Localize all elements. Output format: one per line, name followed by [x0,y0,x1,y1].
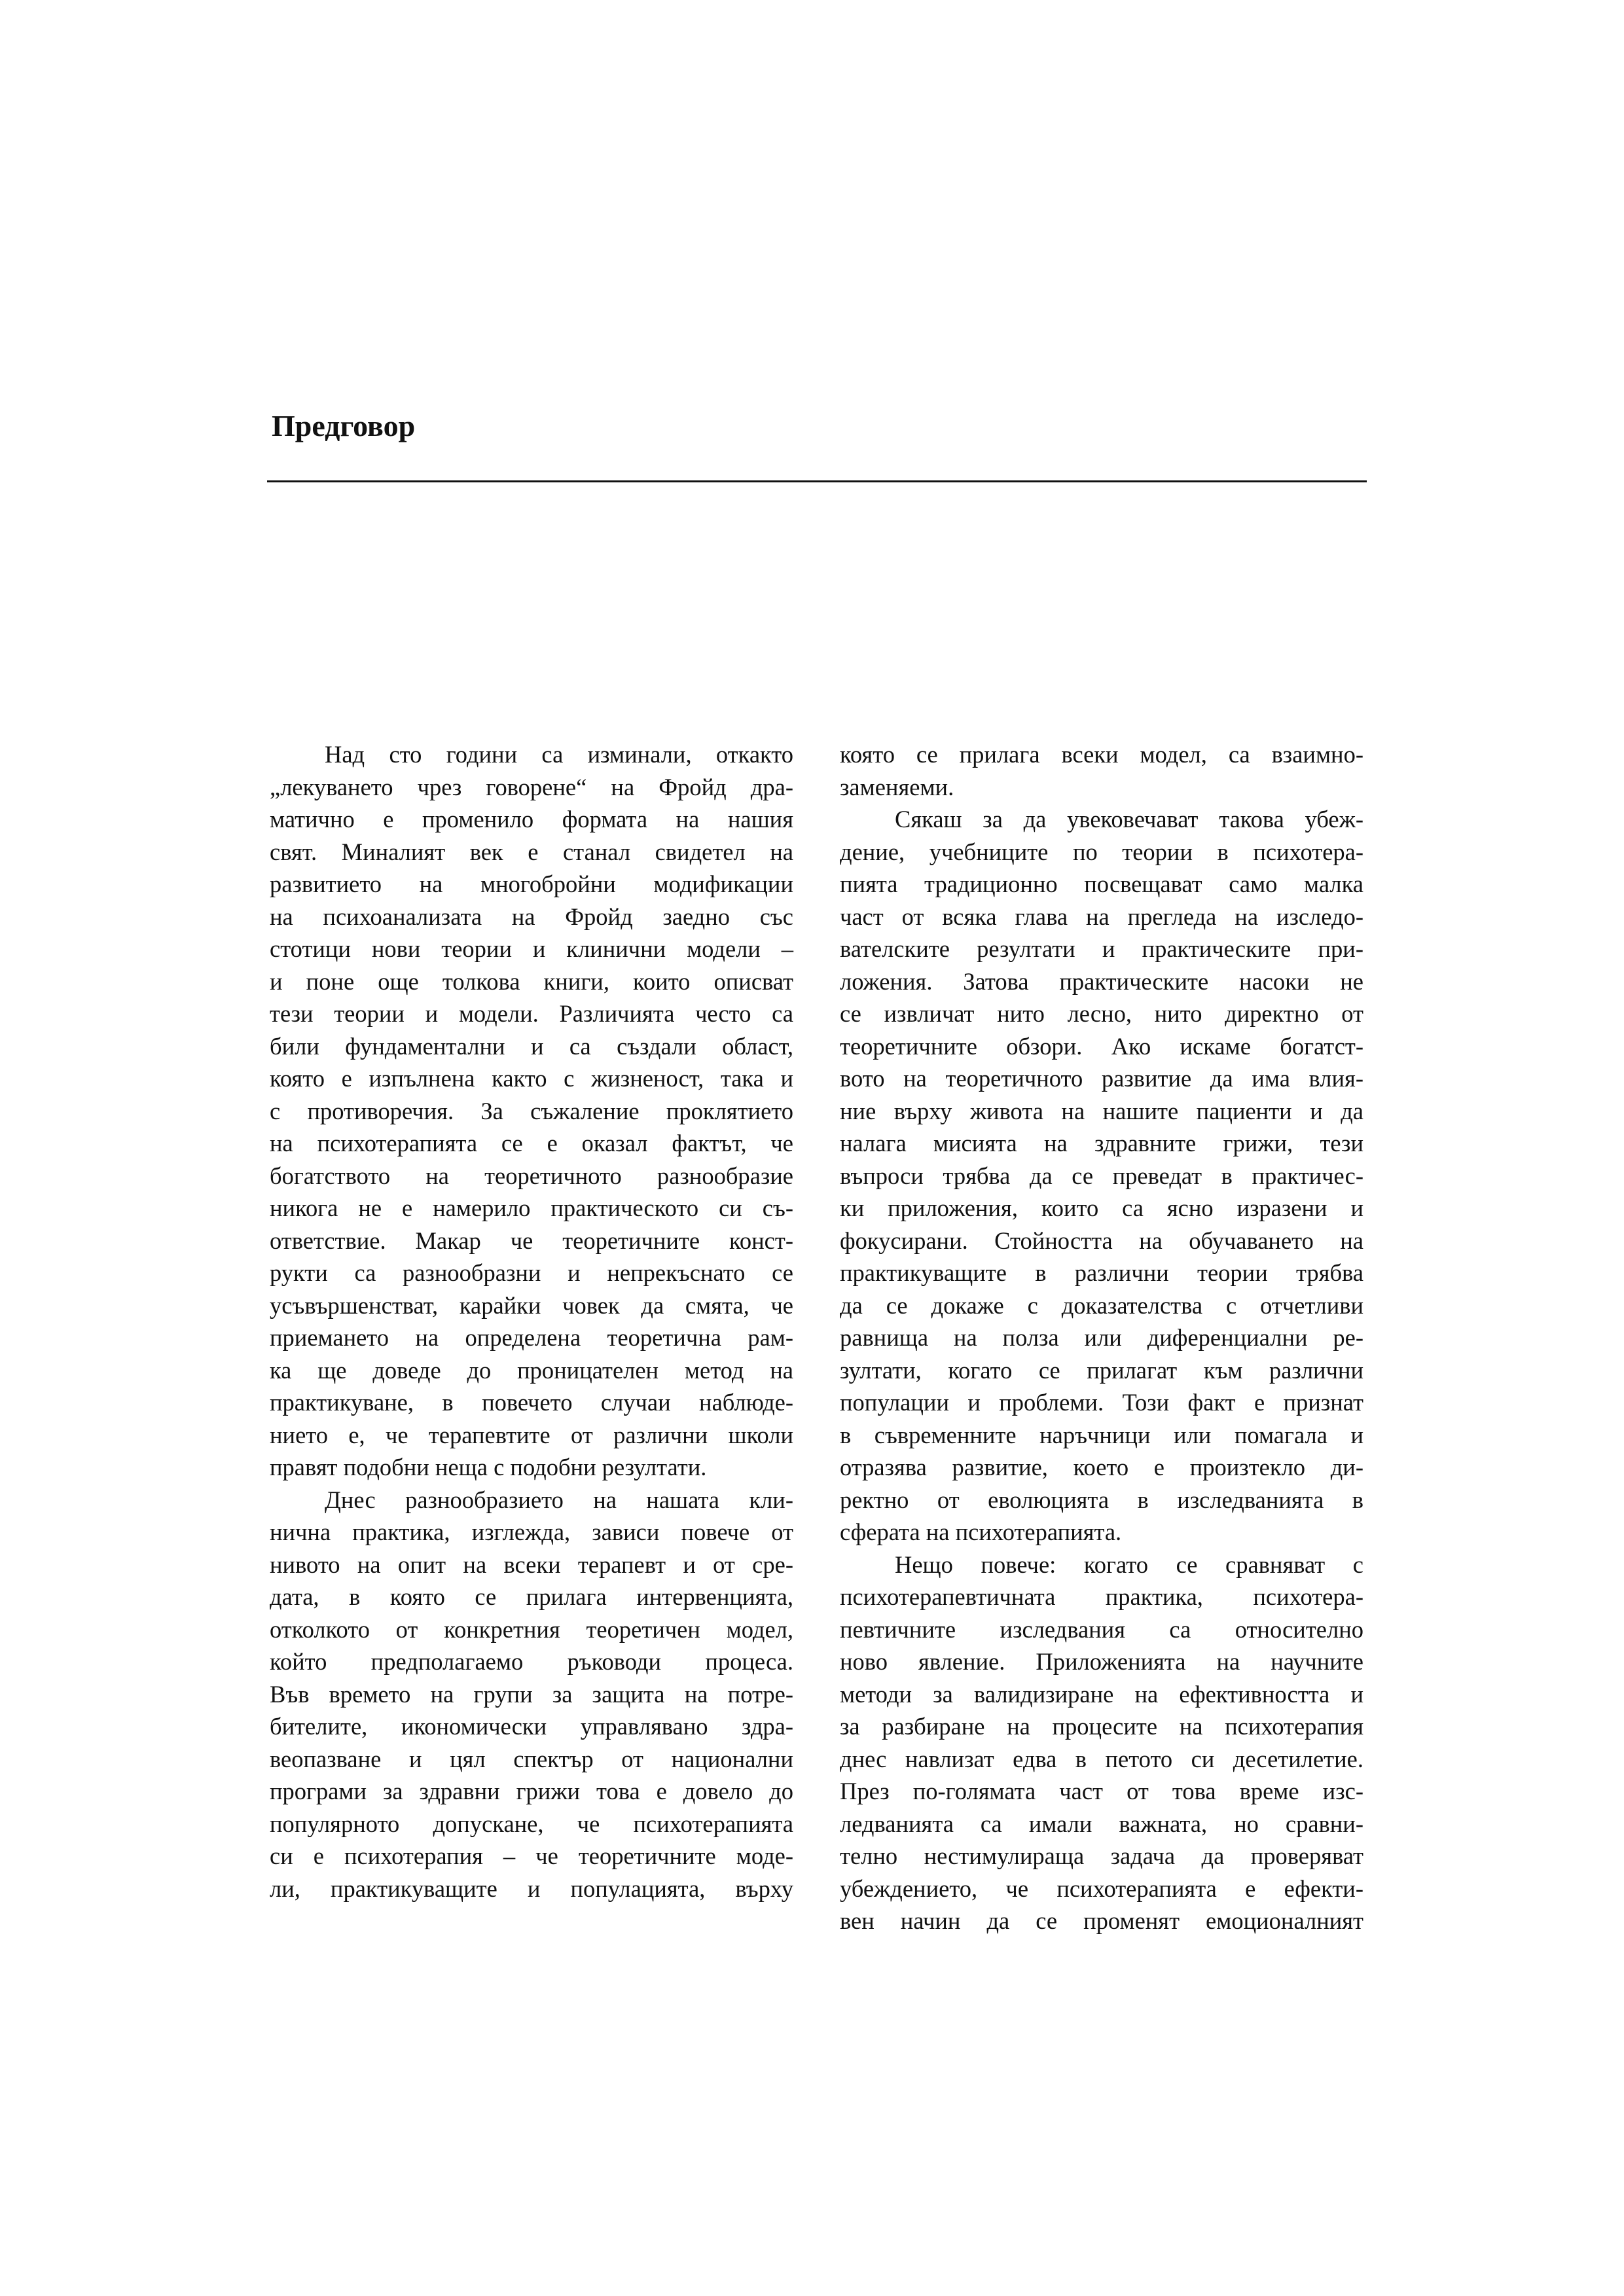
text-line: практикуващите в различни теории трябва [840,1259,1363,1286]
text-line: психотерапевтичната практика, психотера- [840,1583,1363,1610]
title-divider [267,480,1367,482]
text-line: тези теории и модели. Различията често са [270,1000,793,1027]
text-line: дата, в която се прилага интервенцията, [270,1583,793,1610]
text-line: дение, учебниците по теории в психотера- [840,838,1363,865]
text-line: която се прилага всеки модел, са взаимно- [840,741,1363,768]
text-line: Нещо повече: когато се сравняват с [895,1551,1363,1578]
text-line: въпроси трябва да се преведат в практичес- [840,1162,1363,1189]
text-line: приемането на определена теоретична рам- [270,1324,793,1351]
text-line: Над сто години са изминали, откакто [325,741,793,768]
text-line: усъвършенстват, карайки човек да смята, че [270,1291,793,1319]
text-line: ложения. Затова практическите насоки не [840,967,1363,995]
text-line: Сякаш за да увековечават такова убеж- [895,806,1363,833]
text-line: фокусирани. Стойността на обучаването на [840,1227,1363,1254]
text-line: ка ще доведе до проницателен метод на [270,1356,793,1384]
text-line: свят. Миналият век е станал свидетел на [270,838,793,865]
text-line: да се докаже с доказателства с отчетливи [840,1291,1363,1319]
text-line: богатството на теоретичното разнообразие [270,1162,793,1189]
text-line: нието е, че терапевтите от различни школи [270,1421,793,1448]
text-line: програми за здравни грижи това е довело до [270,1778,793,1804]
text-line: част от всяка глава на прегледа на изследо- [840,903,1363,930]
text-line: с противоречия. За съжаление проклятието [270,1097,793,1124]
text-line: сферата на психотерапията. [840,1518,1122,1545]
text-line: отколкото от конкретния теоретичен модел, [270,1615,793,1643]
text-line: бителите, икономически управлявано здра- [270,1713,793,1740]
text-line: си е психотерапия – че теоретичните моде- [270,1842,793,1869]
text-line: ние върху живота на нашите пациенти и да [840,1097,1363,1124]
text-line: популярното допускане, че психотерапията [270,1810,793,1837]
text-line: ответствие. Макар че теоретичните конст- [270,1227,793,1254]
text-line: „лекуването чрез говорене“ на Фройд дра- [270,773,793,800]
text-line: зултати, когато се прилагат към различни [840,1356,1363,1384]
text-line: Днес разнообразието на нашата кли- [325,1486,793,1513]
text-line: на психотерапията се е оказал фактът, че [270,1130,793,1157]
text-line: и поне още толкова книги, които описват [270,967,793,995]
text-line: ново явление. Приложенията на научните [840,1648,1363,1675]
text-line: вото на теоретичното развитие да има влия- [840,1065,1363,1092]
text-line: През по-голямата част от това време изс- [840,1778,1363,1804]
text-column-left [270,738,793,1905]
text-line: правят подобни неща с подобни резултати. [270,1454,707,1480]
text-line: заменяеми. [840,773,954,800]
text-line: развитието на многобройни модификации [270,870,793,897]
text-line: телно нестимулираща задача да проверяват [840,1842,1363,1869]
text-line: стотици нови теории и клинични модели – [270,935,793,962]
text-line: рукти са разнообразни и непрекъснато се [270,1259,793,1286]
text-line: ректно от еволюцията в изследванията в [840,1486,1363,1513]
text-line: в съвременните наръчници или помагала и [840,1421,1363,1448]
text-line: която е изпълнена както с жизненост, така и [270,1065,793,1092]
text-line: певтичните изследвания са относително [840,1615,1363,1643]
text-line: били фундаментални и са създали област, [270,1032,793,1060]
text-line: методи за валидизиране на ефективността и [840,1680,1363,1708]
text-line: се извличат нито лесно, нито директно от [840,1000,1363,1027]
text-line: ки приложения, които са ясно изразени и [840,1194,1363,1221]
text-line: Във времето на групи за защита на потре- [270,1680,793,1708]
text-line: налага мисията на здравните грижи, тези [840,1130,1363,1157]
text-column-right [840,738,1363,1937]
text-line: отразява развитие, което е произтекло ди- [840,1454,1363,1480]
text-line: теоретичните обзори. Ако искаме богатст- [840,1032,1363,1060]
text-line: никога не е намерило практическото си съ- [270,1194,793,1221]
text-line: нична практика, изглежда, зависи повече от [270,1518,793,1545]
text-line: който предполагаемо ръководи процеса. [270,1648,793,1675]
text-line: ледванията са имали важната, но сравни- [840,1810,1363,1837]
text-line: вен начин да се променят емоционалният [840,1907,1363,1934]
text-line: убеждението, че психотерапията е ефекти- [840,1874,1363,1902]
text-line: матично е променило формата на нашия [270,806,793,833]
text-line: за разбиране на процесите на психотерапия [840,1713,1363,1740]
text-line: нивото на опит на всеки терапевт и от сре- [270,1551,793,1578]
text-line: ли, практикуващите и популацията, върху [270,1874,793,1902]
text-line: пията традиционно посвещават само малка [840,870,1363,897]
text-line: равнища на полза или диференциални ре- [840,1324,1363,1351]
text-line: популации и проблеми. Този факт е признат [840,1389,1363,1416]
text-line: веопазване и цял спектър от национални [270,1745,793,1772]
text-line: на психоанализата на Фройд заедно със [270,903,793,930]
text-line: днес навлизат едва в петото си десетилетие. [840,1745,1363,1772]
text-line: вателските резултати и практическите при- [840,935,1363,962]
chapter-title: Предговор [272,409,416,442]
text-line: практикуване, в повечето случаи наблюде- [270,1389,793,1416]
